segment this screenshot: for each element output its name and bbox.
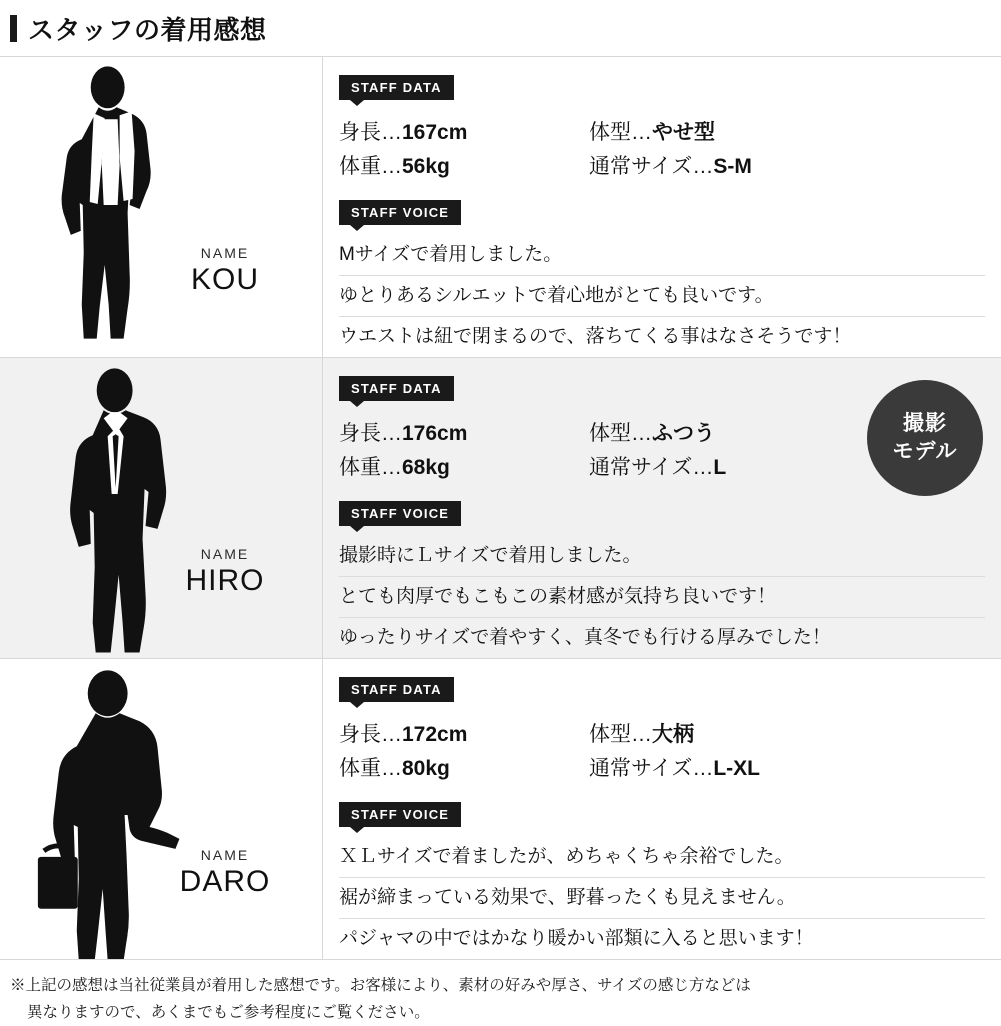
model-badge-line1: 撮影 xyxy=(903,411,947,435)
footer-line-1: ※上記の感想は当社従業員が着用した感想です。お客様により、素材の好みや厚さ、サイズの感じ方などは xyxy=(10,977,751,994)
person-silhouette-icon xyxy=(0,659,322,959)
staff-data-col-right xyxy=(589,417,726,485)
weight-value: 80kg xyxy=(402,757,450,780)
staff-height xyxy=(339,417,589,451)
table-row xyxy=(0,358,1001,659)
height-label: 身長… xyxy=(339,121,402,144)
staff-photo-cell xyxy=(0,57,323,357)
page-header xyxy=(0,0,1001,56)
usual-size-label: 通常サイズ… xyxy=(589,155,714,178)
table-row xyxy=(0,57,1001,358)
staff-data-col-left xyxy=(339,116,589,184)
staff-build xyxy=(589,718,760,752)
usual-size-label: 通常サイズ… xyxy=(589,757,714,780)
build-value: 大柄 xyxy=(652,723,694,746)
usual-size-value: S-M xyxy=(713,155,752,178)
person-silhouette-icon xyxy=(0,358,322,658)
staff-voice-tag-wrap xyxy=(339,802,985,827)
staff-height xyxy=(339,718,589,752)
staff-usual-size xyxy=(589,150,752,184)
weight-value: 68kg xyxy=(402,456,450,479)
list-item: 裾が締まっている効果で、野暮ったくも見えません。 xyxy=(339,878,985,919)
staff-voice-tag: STAFF VOICE xyxy=(339,802,461,827)
staff-data-col-left xyxy=(339,718,589,786)
usual-size-label: 通常サイズ… xyxy=(589,456,714,479)
staff-detail-cell xyxy=(323,57,1001,357)
staff-detail-cell xyxy=(323,659,1001,959)
list-item: とても肉厚でもこもこの素材感が気持ち良いです！ xyxy=(339,577,985,618)
staff-name-block xyxy=(150,546,300,598)
staff-voice-list xyxy=(339,536,985,658)
build-label: 体型… xyxy=(589,723,652,746)
staff-data-col-right xyxy=(589,718,760,786)
staff-photo-cell xyxy=(0,358,323,658)
build-label: 体型… xyxy=(589,422,652,445)
model-badge xyxy=(867,380,983,496)
staff-height xyxy=(339,116,589,150)
list-item: ゆとりあるシルエットで着心地がとても良いです。 xyxy=(339,276,985,317)
name-label: NAME xyxy=(200,847,250,863)
staff-photo-cell xyxy=(0,659,323,959)
staff-voice-list xyxy=(339,235,985,357)
weight-label: 体重… xyxy=(339,456,402,479)
table-row xyxy=(0,659,1001,960)
height-label: 身長… xyxy=(339,723,402,746)
header-accent-bar xyxy=(10,15,17,42)
staff-data-tag: STAFF DATA xyxy=(339,75,454,100)
staff-data-tag: STAFF DATA xyxy=(339,376,454,401)
height-label: 身長… xyxy=(339,422,402,445)
list-item: ＸＬサイズで着ましたが、めちゃくちゃ余裕でした。 xyxy=(339,837,985,878)
weight-label: 体重… xyxy=(339,757,402,780)
staff-name: DARO xyxy=(179,865,271,898)
staff-name: KOU xyxy=(190,263,259,296)
staff-weight xyxy=(339,150,589,184)
page-title: スタッフの着用感想 xyxy=(28,14,267,45)
staff-voice-tag: STAFF VOICE xyxy=(339,501,461,526)
build-label: 体型… xyxy=(589,121,652,144)
height-value: 176cm xyxy=(402,422,468,445)
staff-name-block xyxy=(150,847,300,899)
staff-data-grid xyxy=(339,116,985,184)
list-item: 撮影時にＬサイズで着用しました。 xyxy=(339,536,985,577)
staff-build xyxy=(589,417,726,451)
footer-line-2: 異なりますので、あくまでもご参考程度にご覧ください。 xyxy=(27,1004,430,1021)
staff-data-grid xyxy=(339,718,985,786)
list-item: Mサイズで着用しました。 xyxy=(339,235,985,276)
name-label: NAME xyxy=(200,546,250,562)
staff-data-col-left xyxy=(339,417,589,485)
height-value: 167cm xyxy=(402,121,468,144)
usual-size-value: L xyxy=(713,456,727,479)
staff-build xyxy=(589,116,752,150)
staff-usual-size xyxy=(589,752,760,786)
staff-data-tag: STAFF DATA xyxy=(339,677,454,702)
staff-voice-tag-wrap xyxy=(339,501,985,526)
staff-weight xyxy=(339,752,589,786)
staff-voice-tag-wrap xyxy=(339,200,985,225)
staff-name-block xyxy=(150,245,300,297)
staff-voice-tag: STAFF VOICE xyxy=(339,200,461,225)
model-badge-line2: モデル xyxy=(892,440,958,463)
person-silhouette-icon xyxy=(0,57,322,357)
staff-table xyxy=(0,56,1001,960)
list-item: ウエストは紐で閉まるので、落ちてくる事はなさそうです！ xyxy=(339,326,852,347)
staff-weight xyxy=(339,451,589,485)
staff-detail-cell xyxy=(323,358,1001,658)
usual-size-value: L-XL xyxy=(713,757,760,780)
staff-data-col-right xyxy=(589,116,752,184)
weight-value: 56kg xyxy=(402,155,450,178)
staff-voice-list xyxy=(339,837,985,959)
build-value: ふつう xyxy=(652,422,715,445)
list-item: ゆったりサイズで着やすく、真冬でも行ける厚みでした！ xyxy=(339,627,831,648)
footer-disclaimer xyxy=(0,960,1001,1026)
build-value: やせ型 xyxy=(652,121,715,144)
staff-usual-size xyxy=(589,451,726,485)
weight-label: 体重… xyxy=(339,155,402,178)
height-value: 172cm xyxy=(402,723,468,746)
staff-name: HIRO xyxy=(185,564,265,597)
list-item: パジャマの中ではかなり暖かい部類に入ると思います！ xyxy=(339,928,814,949)
name-label: NAME xyxy=(200,245,250,261)
